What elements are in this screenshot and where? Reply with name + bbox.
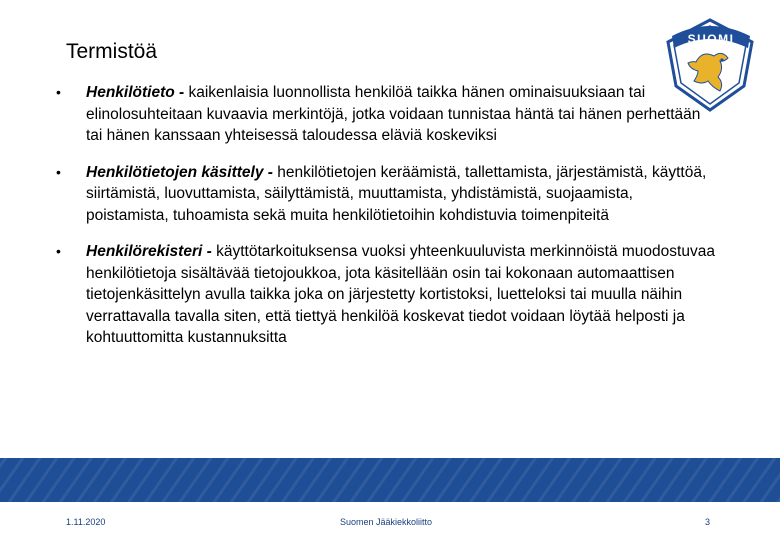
bullet-text: henkilötietojen keräämistä, tallettamista, järjestämistä, käyttöä, siirtämistä, luovuttamista, säilyttämistä, muuttamista, yhdistämistä, suojaamista, poistamista, tuhoamista sekä muita henkilötietoihin kohdistuvia toimenpiteitä [86, 163, 707, 224]
footer-band [0, 458, 780, 502]
logo-text: SUOMI [687, 32, 735, 46]
bullet-term: Henkilötietojen käsittely - [86, 163, 273, 181]
bullet-marker: • [56, 243, 61, 259]
bullet-term: Henkilörekisteri - [86, 243, 212, 260]
bullet-marker: • [56, 163, 61, 180]
bullet-henkilotieto [56, 82, 716, 147]
footer-organization: Suomen Jääkiekkoliitto [340, 517, 433, 527]
footer-date: 1.11.2020 [66, 517, 106, 527]
footer-page-number: 3 [705, 517, 711, 527]
bullet-marker: • [56, 84, 61, 100]
bullet-term: Henkilötieto - [86, 84, 185, 101]
slide-title: Termistöä [66, 40, 158, 63]
bullet-text: käyttötarkoituksensa vuoksi yhteenkuuluvista merkinnöistä muodostuvaa henkilötietoja sisältävää tietojoukkoa, jota käsitellään osin tai kokonaan automaattisen tietojenkäsittelyn avulla taikka joka on järjestetty kortistoksi, luetteloksi tai muulla näihin verrattavalla tavalla siten, että tiettyä henkilöä koskevat tiedot voidaan löytää helposti ja kohtuuttomitta kustannuksitta [86, 243, 715, 346]
bullet-henkilorekisteri [56, 241, 716, 349]
bullet-list [56, 82, 716, 349]
bullet-text: kaikenlaisia luonnollista henkilöä taikka hänen ominaisuuksiaan tai elinolosuhteitaan kuvaavia merkintöjä, jotka voidaan tunnistaa häntä tai hänen perhettään tai hänen kanssaan yhteisessä taloudessa eläviä koskeviksi [86, 84, 701, 144]
bullet-henkilotietojen-kasittely [56, 162, 716, 227]
